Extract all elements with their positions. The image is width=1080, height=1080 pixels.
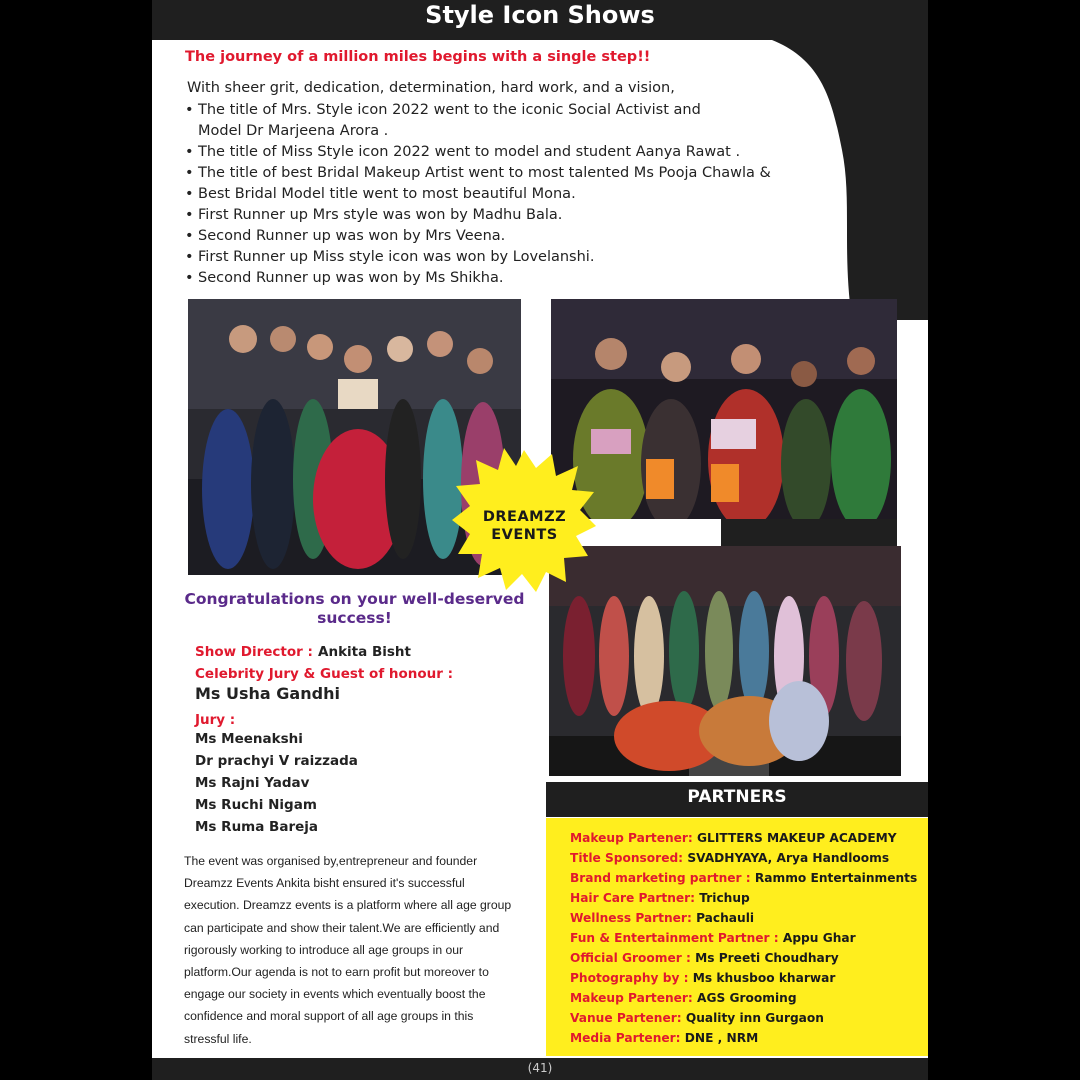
guest-of-honour-label: Celebrity Jury & Guest of honour :	[195, 666, 454, 682]
partner-value: Pachauli	[696, 911, 755, 925]
event-description: The event was organised by,entrepreneur and founder Dreamzz Events Ankita bisht ensured it's successful execution. Dreamzz events is a platform where all age group can participate and show their talent.We are efficiently and rigorously working to introduce all age groups in our platform.Our agenda is not to earn profit but moreover to engage our society in events which eventually boost the confidence and moral support of all age groups in this stressful life.	[184, 854, 512, 1046]
list-item: • Best Bridal Model title went to most beautiful Mona.	[185, 184, 825, 205]
partner-item	[570, 908, 920, 928]
partner-label: Vanue Partener:	[570, 1011, 682, 1025]
partner-label: Brand marketing partner :	[570, 871, 751, 885]
page-title: Style Icon Shows	[425, 1, 655, 29]
partner-value: Ms Preeti Choudhary	[695, 951, 839, 965]
jury-member: Ms Meenakshi	[195, 731, 303, 747]
partner-item	[570, 828, 920, 848]
logo-text	[452, 508, 597, 544]
list-item: • Second Runner up was won by Ms Shikha.	[185, 268, 825, 289]
partner-label: Title Sponsored:	[570, 851, 684, 865]
list-item: • First Runner up Mrs style was won by Madhu Bala.	[185, 205, 825, 226]
partner-value: Trichup	[699, 891, 750, 905]
partners-heading: PARTNERS	[546, 782, 928, 817]
list-item-continuation: Model Dr Marjeena Arora .	[198, 123, 389, 139]
partner-label: Makeup Partener:	[570, 831, 693, 845]
partner-label: Media Partener:	[570, 1031, 681, 1045]
partner-label: Makeup Partener:	[570, 991, 693, 1005]
partner-value: Ms khusboo kharwar	[692, 971, 836, 985]
show-director-name: Ankita Bisht	[318, 644, 411, 660]
jury-member: Ms Ruchi Nigam	[195, 797, 317, 813]
page-number: (41)	[527, 1061, 553, 1075]
tagline: The journey of a million miles begins with a single step!!	[185, 49, 651, 65]
list-item: • The title of best Bridal Makeup Artist went to most talented Ms Pooja Chawla &	[185, 163, 825, 184]
jury-member: Ms Ruma Bareja	[195, 819, 319, 835]
partner-value: Quality inn Gurgaon	[685, 1011, 824, 1025]
partner-label: Photography by :	[570, 971, 689, 985]
partner-value: Appu Ghar	[782, 931, 856, 945]
partner-item	[570, 848, 920, 868]
partner-item	[570, 888, 920, 908]
logo-line-1: DREAMZZ	[482, 509, 567, 525]
partner-value: DNE , NRM	[684, 1031, 759, 1045]
jury-member: Dr prachyi V raizzada	[195, 753, 358, 769]
jury-label: Jury :	[195, 712, 236, 728]
partner-item	[570, 1008, 920, 1028]
partner-label: Wellness Partner:	[570, 911, 692, 925]
list-item: • The title of Mrs. Style icon 2022 went to the iconic Social Activist and	[185, 100, 825, 121]
partner-item	[570, 968, 920, 988]
partner-item	[570, 1028, 920, 1048]
magazine-page	[152, 0, 928, 1080]
partner-value: AGS Grooming	[697, 991, 797, 1005]
partner-item	[570, 928, 920, 948]
partner-label: Official Groomer :	[570, 951, 691, 965]
show-director-label: Show Director :	[195, 644, 313, 660]
partner-label: Fun & Entertainment Partner :	[570, 931, 779, 945]
event-photo-group	[549, 546, 901, 776]
guest-of-honour-name: Ms Usha Gandhi	[195, 684, 340, 703]
partner-value: SVADHYAYA, Arya Handlooms	[687, 851, 890, 865]
winners-list	[185, 100, 825, 289]
partner-label: Hair Care Partner:	[570, 891, 696, 905]
logo-line-2: EVENTS	[491, 527, 558, 543]
list-item: • The title of Miss Style icon 2022 went to model and student Aanya Rawat .	[185, 142, 825, 163]
partner-item	[570, 868, 920, 888]
jury-member: Ms Rajni Yadav	[195, 775, 310, 791]
photo-spacer-dark	[721, 519, 897, 546]
event-photo-mrs-style	[551, 299, 897, 519]
partners-list	[570, 828, 920, 1048]
partner-value: Rammo Entertainments	[754, 871, 918, 885]
partners-box	[546, 818, 928, 1056]
intro-text: With sheer grit, dedication, determination, hard work, and a vision,	[187, 80, 675, 96]
list-item: • First Runner up Miss style icon was won by Lovelanshi.	[185, 247, 825, 268]
partner-item	[570, 948, 920, 968]
partner-value: GLITTERS MAKEUP ACADEMY	[697, 831, 897, 845]
congratulations-heading: Congratulations on your well-deserved success!	[184, 590, 525, 627]
list-item: • Second Runner up was won by Mrs Veena.	[185, 226, 825, 247]
partner-item	[570, 988, 920, 1008]
